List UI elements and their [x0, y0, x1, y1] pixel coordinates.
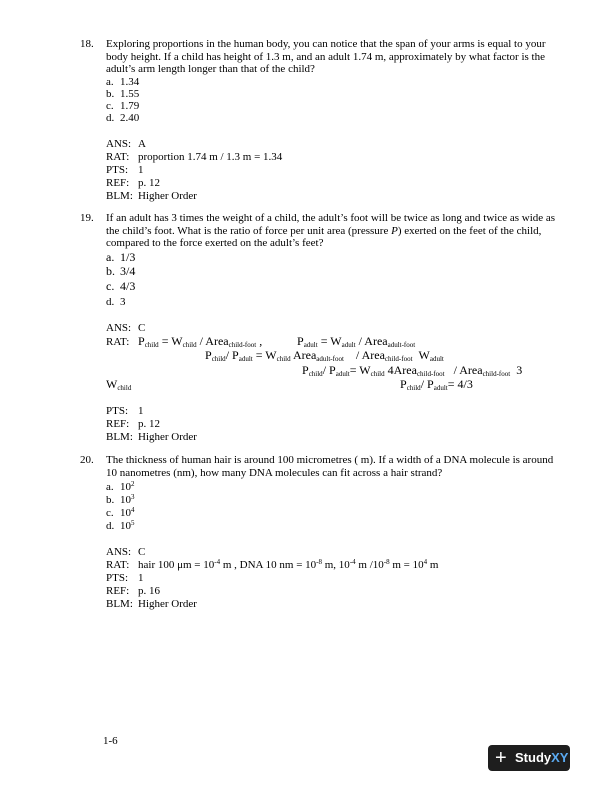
q19-formula-adult-pressure: $P_{adult} = W_{adult}$ / Area$_{adult-foot}$ [297, 334, 416, 349]
question-19-number: 19. [80, 212, 94, 224]
q19-answer: ANS: C [106, 322, 146, 334]
q19-reference: REF: p. 12 [106, 418, 160, 430]
q20-blm: BLM: Higher Order [106, 598, 197, 610]
q18-points: PTS: 1 [106, 164, 144, 176]
plus-icon: + [495, 747, 507, 769]
q18-option-a: a. 1.34 [106, 76, 140, 88]
q19-option-d: d. 3 [106, 296, 126, 308]
studyxy-logo [488, 745, 570, 771]
q19-formula-ratio: $P_{child}/$ $P_{adult} = W_{child}$ Area$_{adult-foot}$ / Area$_{child-foot}$ $W_{adult}$ [205, 348, 444, 363]
q20-option-c: c. $10^4$ [106, 506, 135, 519]
q19-rationale-label: RAT: [106, 336, 130, 348]
q20-answer: ANS: C [106, 546, 146, 558]
question-18-stem: Exploring proportions in the human body, you can notice that the span of your arms is equal to your body height. If a child has height of 1.3 m, and an adult 1.74 m, approximately by what factor is the adult’s arm length longer than that of the child? [106, 38, 546, 76]
q19-blm: BLM: Higher Order [106, 431, 197, 443]
q20-option-d: d. $10^5$ [106, 519, 135, 532]
q18-blm: BLM: Higher Order [106, 190, 197, 202]
q18-rationale: RAT: proportion 1.74 m / 1.3 m = 1.34 [106, 151, 283, 163]
q19-formula-result: $P_{child}/$ $P_{adult}= 4/3$ [400, 377, 473, 392]
q19-option-a: a. 1/3 [106, 250, 136, 264]
q20-rationale: RAT: hair 100 $\mu m = 10^{-4}$ m , DNA 10 nm = $10^{-8}$ m, $10^{-4}$ m $/10^{-8}$ $m = 10^4$ m [106, 558, 439, 571]
q20-reference: REF: p. 16 [106, 585, 160, 597]
q19-formula-child-pressure: $P_{child} = W_{child}$ / Area$_{child-foot}$ , [138, 334, 263, 349]
q18-option-b: b. 1.55 [106, 88, 140, 100]
q20-option-a: a. $10^2$ [106, 480, 135, 493]
q19-option-b: b. 3/4 [106, 264, 136, 278]
q18-option-c: c. 1.79 [106, 100, 140, 112]
q20-points: PTS: 1 [106, 572, 144, 584]
question-20-number: 20. [80, 454, 94, 466]
q18-answer: ANS: A [106, 138, 146, 150]
question-18-number: 18. [80, 38, 94, 50]
q20-option-b: b. $10^3$ [106, 493, 135, 506]
page-number: 1-6 [103, 735, 118, 747]
brand-name: StudyXY [515, 750, 569, 765]
question-20-stem: The thickness of human hair is around 100 micrometres ( m). If a width of a DNA molecule is around 10 nanometres (nm), how many DNA molecules can fit across a hair strand? [106, 454, 554, 479]
q19-option-c: c. 4/3 [106, 279, 136, 293]
q19-formula-w-child: $W_{child}$ [106, 377, 132, 392]
question-19-stem: If an adult has 3 times the weight of a child, the adult’s foot will be twice as long and twice as wide as the child’s foot. What is the ratio of force per unit area (pressure P) exerted on the feet of the child, compared to the force exerted on the adult’s feet? [106, 212, 556, 250]
q19-formula-substituted: $P_{child}/$ $P_{adult}= W_{child}$ 4Area$_{child-foot}$ / Area$_{child-foot}$ 3 [302, 363, 523, 378]
q18-reference: REF: p. 12 [106, 177, 160, 189]
q19-points: PTS: 1 [106, 405, 144, 417]
q18-option-d: d. 2.40 [106, 112, 140, 124]
